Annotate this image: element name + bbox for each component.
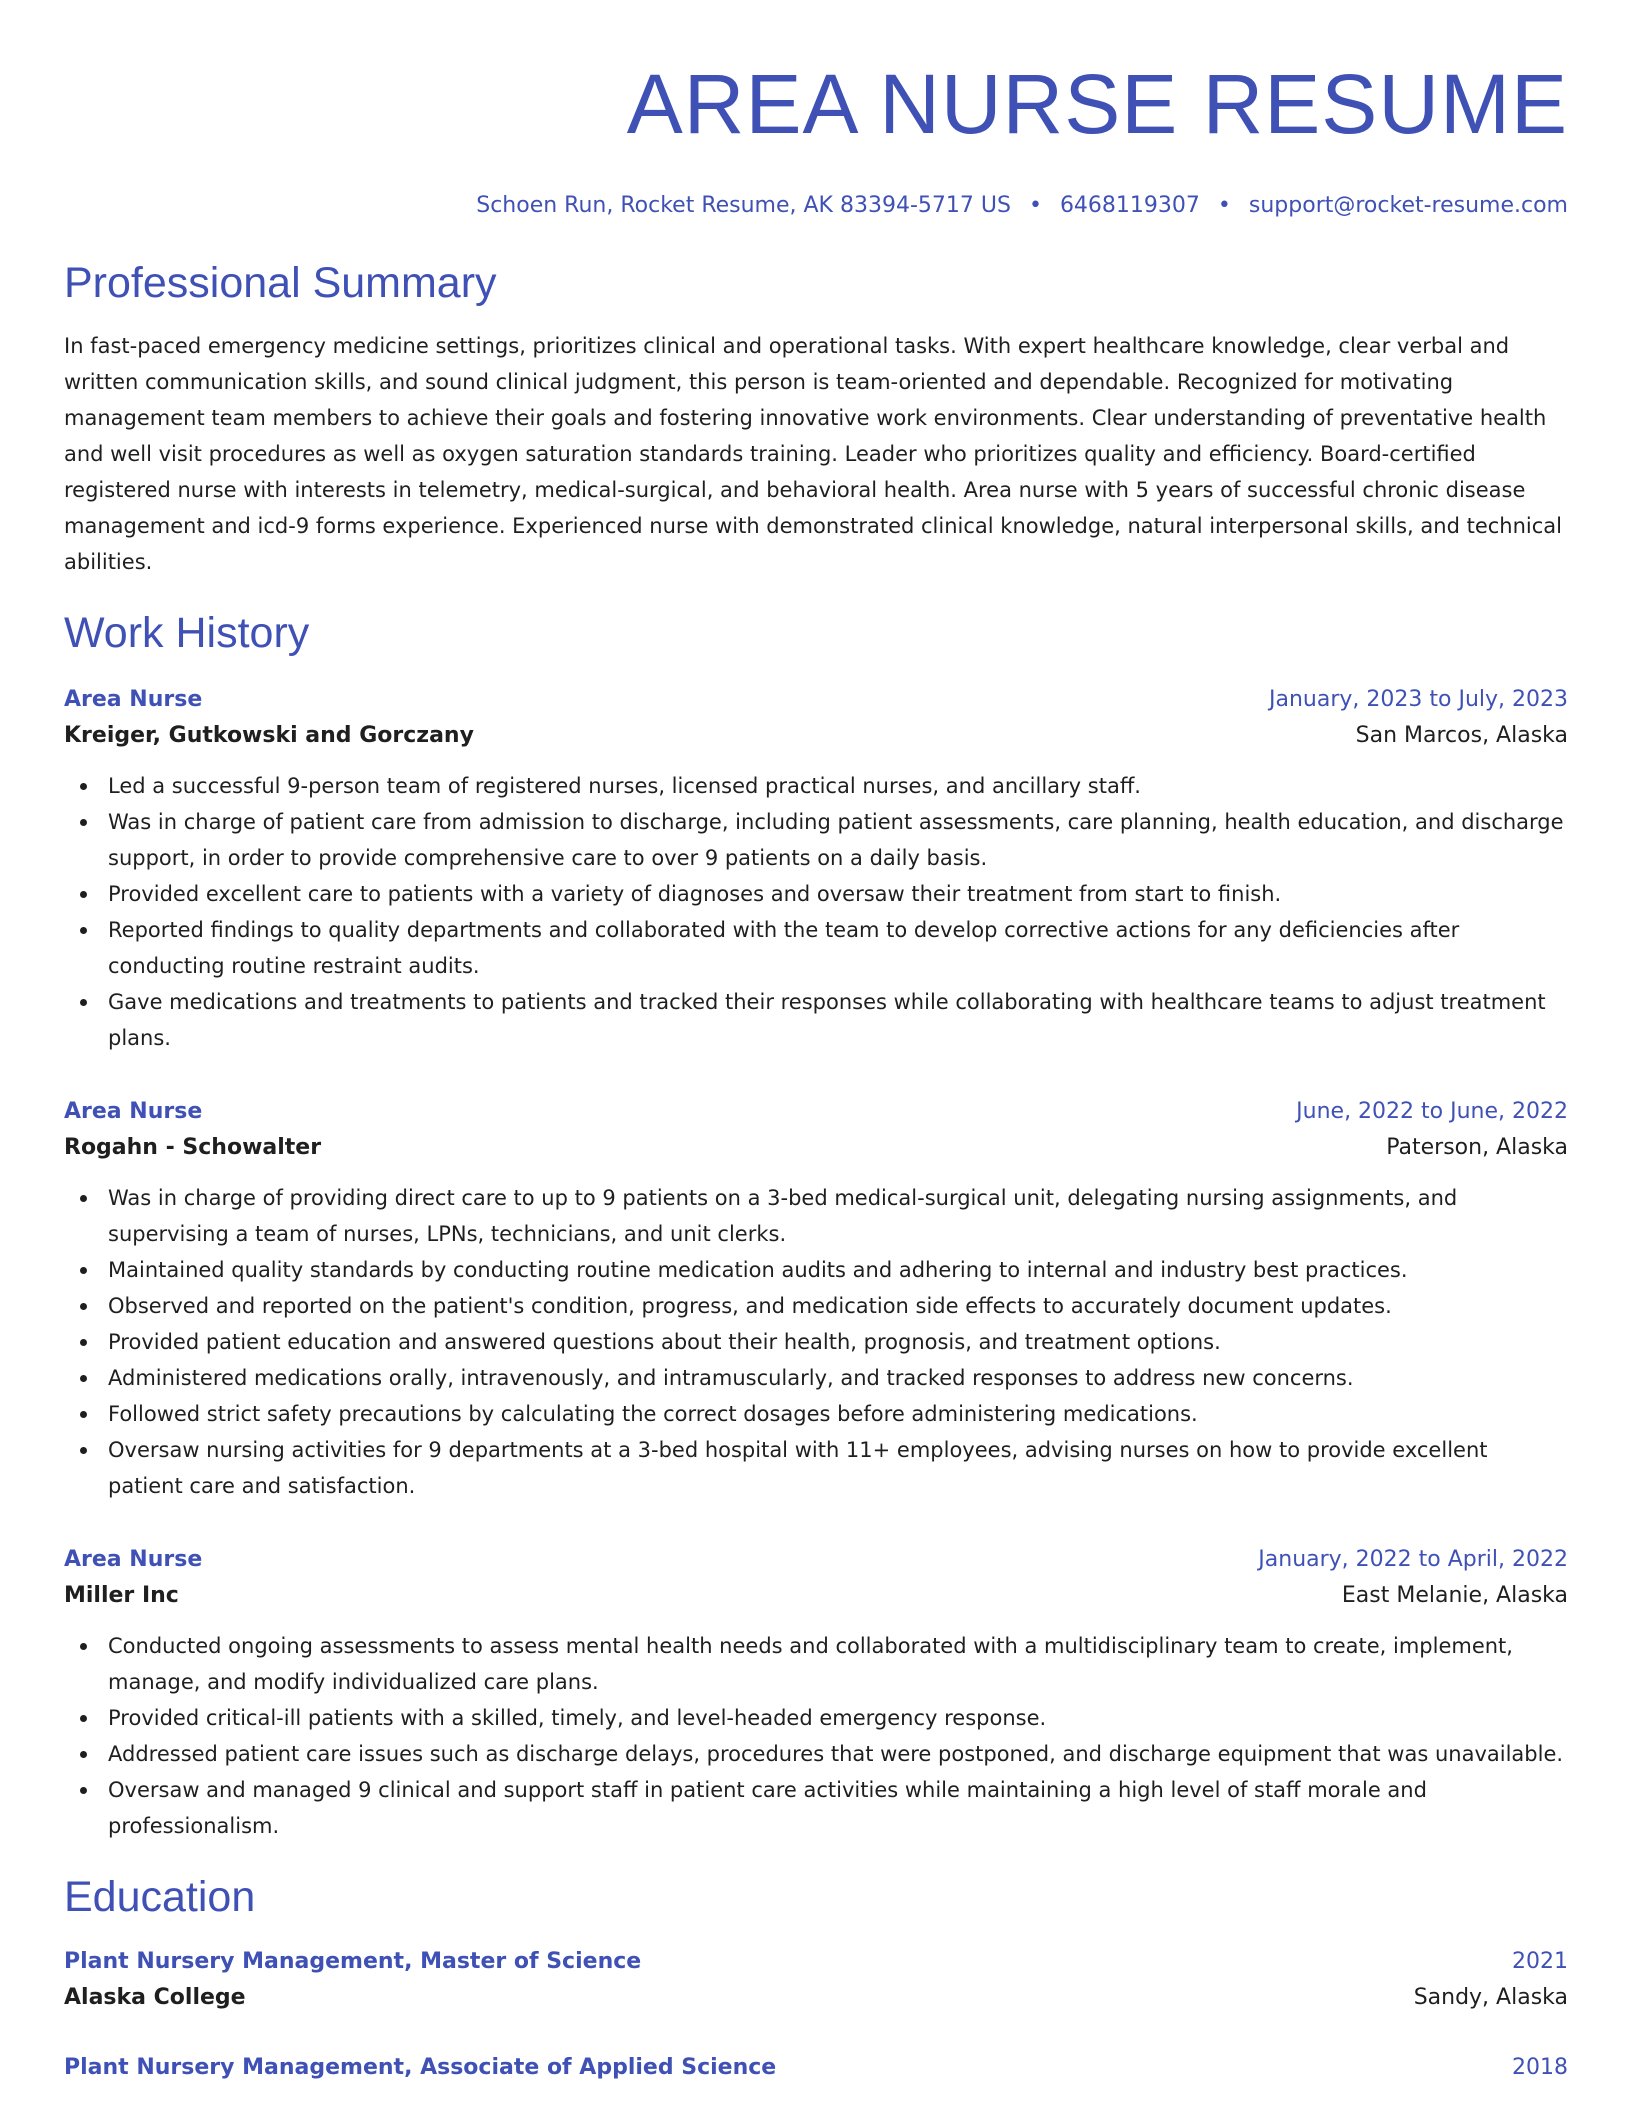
contact-separator: •	[1028, 193, 1042, 218]
job-location: Paterson, Alaska	[1386, 1135, 1568, 1160]
education-degree: Plant Nursery Management, Associate of Applied Science	[64, 2055, 777, 2080]
summary-text: In fast-paced emergency medicine settings, prioritizes clinical and operational tasks. With expert healthcare knowledge, clear verbal and written communication skills, and sound clinical judgment, this person is team-oriented and dependable. Recognized for motivating management team members to achieve their goals and fostering innovative work environments. Clear understanding of preventative health and well visit procedures as well as oxygen saturation standards training. Leader who prioritizes quality and efficiency. Board-certified registered nurse with interests in telemetry, medical-surgical, and behavioral health. Area nurse with 5 years of successful chronic disease management and icd-9 forms experience. Experienced nurse with demonstrated clinical knowledge, natural interpersonal skills, and technical abilities.	[64, 334, 1562, 574]
bullet-item: Followed strict safety precautions by calculating the correct dosages before administering medications.	[64, 1396, 1568, 1432]
bullet-item: Led a successful 9-person team of registered nurses, licensed practical nurses, and ancillary staff.	[64, 768, 1568, 804]
section-title-work: Work History	[64, 609, 310, 657]
job-bullets	[64, 1180, 1568, 1504]
resume-name: AREA NURSE RESUME	[626, 57, 1568, 151]
bullet-item: Addressed patient care issues such as discharge delays, procedures that were postponed, and discharge equipment that was unavailable.	[64, 1736, 1568, 1772]
bullet-item: Conducted ongoing assessments to assess mental health needs and collaborated with a multidisciplinary team to create, implement, manage, and modify individualized care plans.	[64, 1628, 1568, 1700]
job-location: San Marcos, Alaska	[1355, 723, 1568, 748]
professional-summary-section	[64, 258, 1568, 580]
bullet-item: Gave medications and treatments to patients and tracked their responses while collaborating with healthcare teams to adjust treatment plans.	[64, 984, 1568, 1056]
job-company: Rogahn - Schowalter	[64, 1135, 322, 1160]
job-dates: January, 2023 to July, 2023	[1269, 687, 1568, 712]
contact-line	[64, 192, 1568, 220]
bullet-item: Provided excellent care to patients with a variety of diagnoses and oversaw their treatment from start to finish.	[64, 876, 1568, 912]
job-entry	[64, 1094, 1568, 1504]
contact-separator: •	[1217, 193, 1231, 218]
bullet-item: Maintained quality standards by conducting routine medication audits and adhering to internal and industry best practices.	[64, 1252, 1568, 1288]
education-location: Sandy, Alaska	[1413, 1985, 1568, 2010]
contact-email[interactable]: support@rocket-resume.com	[1248, 193, 1568, 218]
job-dates: June, 2022 to June, 2022	[1296, 1099, 1568, 1124]
resume-header	[64, 0, 1568, 220]
section-title-summary: Professional Summary	[64, 259, 497, 307]
job-bullets	[64, 1628, 1568, 1844]
job-location: East Melanie, Alaska	[1341, 1583, 1568, 1608]
section-title-education: Education	[64, 1873, 256, 1921]
education-school: Alaska College	[64, 1985, 246, 2010]
bullet-item: Was in charge of providing direct care to up to 9 patients on a 3-bed medical-surgical unit, delegating nursing assignments, and supervising a team of nurses, LPNs, technicians, and unit clerks.	[64, 1180, 1568, 1252]
bullet-item: Oversaw and managed 9 clinical and support staff in patient care activities while maintaining a high level of staff morale and professionalism.	[64, 1772, 1568, 1844]
education-entry	[64, 1944, 1568, 2016]
bullet-item: Administered medications orally, intravenously, and intramuscularly, and tracked responses to address new concerns.	[64, 1360, 1568, 1396]
education-year: 2021	[1512, 1949, 1568, 1974]
education-section	[64, 1872, 1568, 2086]
job-title: Area Nurse	[64, 1099, 203, 1124]
bullet-item: Provided patient education and answered questions about their health, prognosis, and treatment options.	[64, 1324, 1568, 1360]
bullet-item: Provided critical-ill patients with a skilled, timely, and level-headed emergency response.	[64, 1700, 1568, 1736]
job-entry	[64, 1542, 1568, 1844]
work-history-section	[64, 608, 1568, 1844]
job-dates: January, 2022 to April, 2022	[1258, 1547, 1568, 1572]
bullet-item: Oversaw nursing activities for 9 departments at a 3-bed hospital with 11+ employees, advising nurses on how to provide excellent patient care and satisfaction.	[64, 1432, 1568, 1504]
job-title: Area Nurse	[64, 687, 203, 712]
bullet-item: Observed and reported on the patient's condition, progress, and medication side effects to accurately document updates.	[64, 1288, 1568, 1324]
job-company: Kreiger, Gutkowski and Gorczany	[64, 723, 474, 748]
job-company: Miller Inc	[64, 1583, 179, 1608]
job-entry	[64, 682, 1568, 1056]
contact-phone: 6468119307	[1059, 193, 1200, 218]
education-entry	[64, 2050, 1568, 2086]
education-degree: Plant Nursery Management, Master of Science	[64, 1949, 642, 1974]
job-title: Area Nurse	[64, 1547, 203, 1572]
education-year: 2018	[1512, 2055, 1568, 2080]
job-bullets	[64, 768, 1568, 1056]
bullet-item: Reported findings to quality departments and collaborated with the team to develop corrective actions for any deficiencies after conducting routine restraint audits.	[64, 912, 1568, 984]
bullet-item: Was in charge of patient care from admission to discharge, including patient assessments, care planning, health education, and discharge support, in order to provide comprehensive care to over 9 patients on a daily basis.	[64, 804, 1568, 876]
contact-address: Schoen Run, Rocket Resume, AK 83394-5717 US	[476, 193, 1011, 218]
